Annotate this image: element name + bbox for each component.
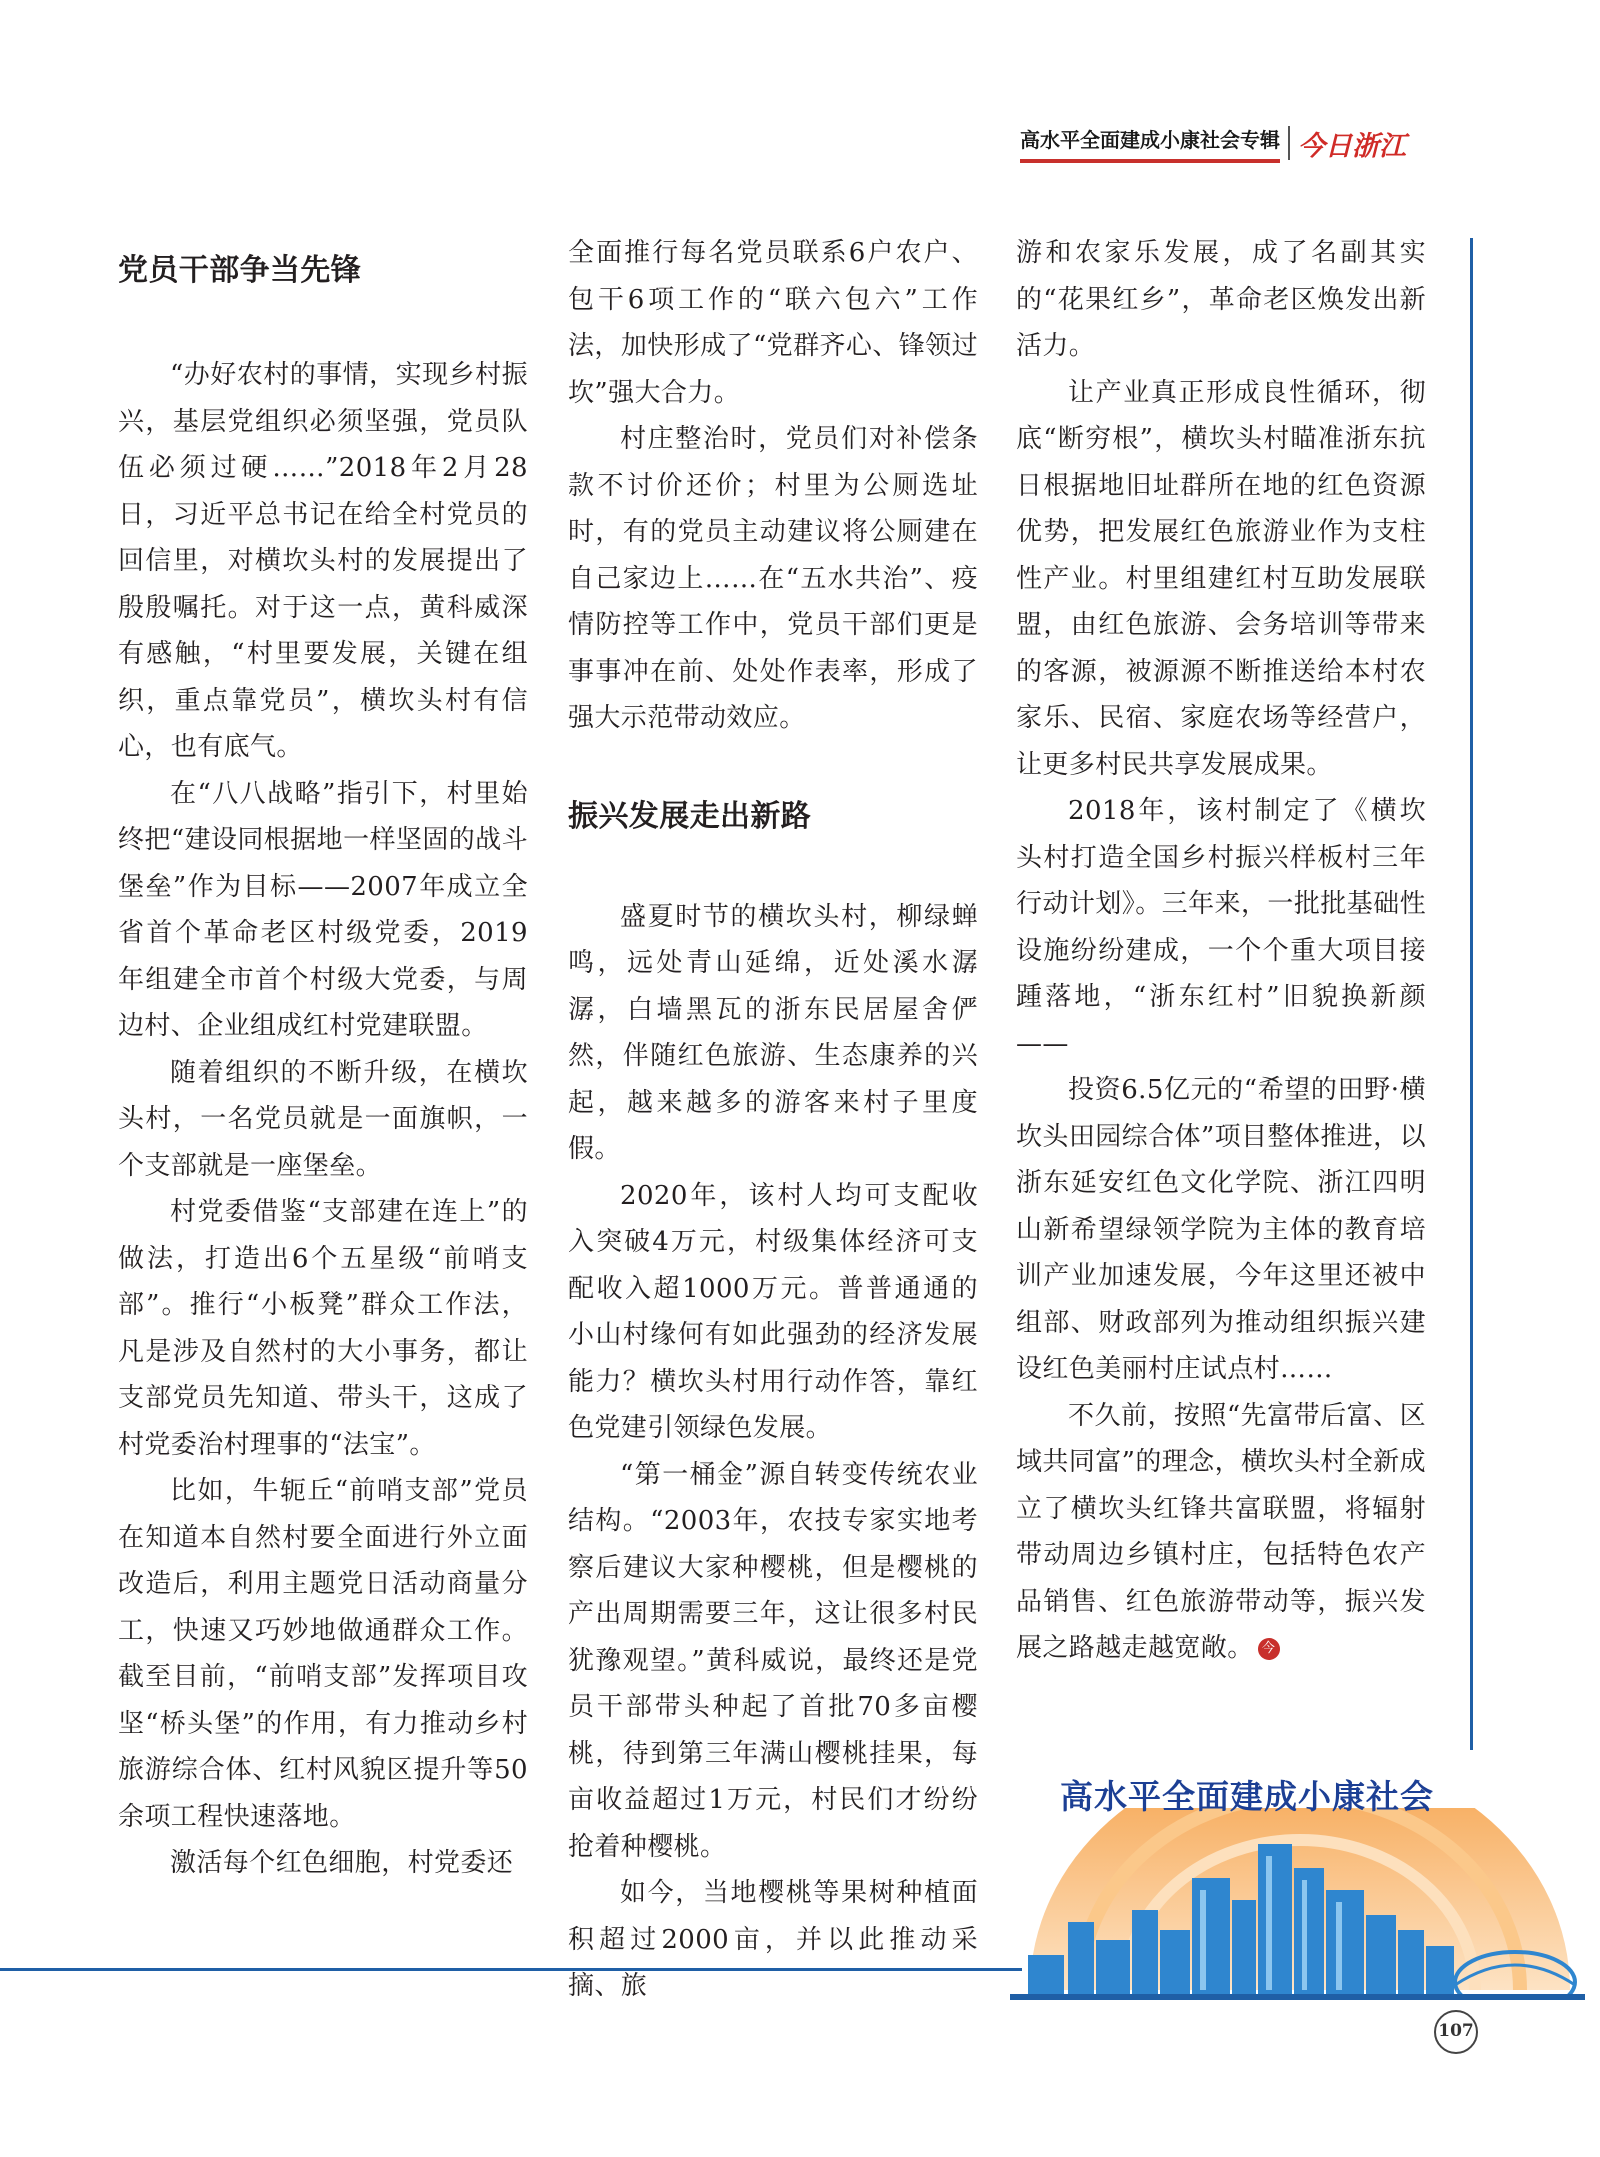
end-mark-icon: 今 [1258,1638,1280,1660]
page-header [1020,118,1440,168]
paragraph: 2018年，该村制定了《横坎头村打造全国乡村振兴样板村三年行动计划》。三年来，一批批基础性设施纷纷建成，一个个重大项目接踵落地，“浙东红村”旧貌换新颜—— [1016,796,1426,1059]
section-heading-2: 振兴发展走出新路 [568,798,812,834]
article-column-3 [1016,230,1426,1672]
paragraph: 如今，当地樱桃等果树种植面积超过2000亩，并以此推动采摘、旅 [568,1878,978,2001]
paragraph: 村党委借鉴“支部建在连上”的做法，打造出6个五星级“前哨支部”。推行“小板凳”群众工作法，凡是涉及自然村的大小事务，都让支部党员先知道、带头干，这成了村党委治村理事的“法宝”。 [118,1197,528,1460]
paragraph: 比如，牛轭丘“前哨支部”党员在知道本自然村要全面进行外立面改造后，利用主题党日活动商量分工，快速又巧妙地做通群众工作。截至目前，“前哨支部”发挥项目攻坚“桥头堡”的作用，有力推动乡村旅游综合体、红村风貌区提升等50余项工程快速落地。 [118,1476,528,1832]
paragraph-continued: 游和农家乐发展，成了名副其实的“花果红乡”，革命老区焕发出新活力。 [1016,238,1426,361]
paragraph: 投资6.5亿元的“希望的田野·横坎头田园综合体”项目整体推进，以浙东延安红色文化学院、浙江四明山新希望绿领学院为主体的教育培训产业加速发展，今年这里还被中组部、财政部列为推动组织振兴建设红色美丽村庄试点村…… [1016,1075,1426,1384]
article-column-1 [118,253,528,1887]
paragraph: 村庄整治时，党员们对补偿条款不讨价还价；村里为公厕选址时，有的党员主动建议将公厕建在自己家边上……在“五水共治”、疫情防控等工作中，党员干部们更是事事冲在前、处处作表率，形成了强大示范带动效应。 [568,424,978,733]
paragraph: 2020年，该村人均可支配收入突破4万元，村级集体经济可支配收入超1000万元。普普通通的小山村缘何有如此强劲的经济发展能力？横坎头村用行动作答，靠红色党建引领绿色发展。 [568,1180,978,1443]
article-column-2 [568,230,978,2010]
page-number: 107 [1434,2010,1478,2054]
paragraph: 激活每个红色细胞，村党委还 [170,1848,514,1878]
bottom-rule-line [0,1968,1022,1971]
section-title: 高水平全面建成小康社会专辑 [1020,124,1280,163]
final-text: 不久前，按照“先富带后富、区域共同富”的理念，横坎头村全新成立了横坎头红锋共富联盟，将辐射带动周边乡镇村庄，包括特色农产品销售、红色旅游带动等，振兴发展之路越走越宽敞。 [1016,1400,1426,1663]
spacer [568,742,978,794]
column-border-line [1470,238,1473,1750]
paragraph-final [1016,1393,1426,1672]
ground-line [1010,1994,1585,2000]
graphic-label: 高水平全面建成小康社会 [1060,1777,1434,1816]
paragraph: “办好农村的事情，实现乡村振兴，基层党组织必须坚强，党员队伍必须过硬……”2018年2月28日，习近平总书记在给全村党员的回信里，对横坎头村的发展提出了殷殷嘱托。对于这一点，黄科威深有感触，“村里要发展，关键在组织，重点靠党员”，横坎头村有信心，也有底气。 [118,360,528,762]
magazine-logo: 今日浙江 [1298,130,1406,162]
paragraph: “第一桶金”源自转变传统农业结构。“2003年，农技专家实地考察后建议大家种樱桃，但是樱桃的产出周期需要三年，这让很多村民犹豫观望。”黄科威说，最终还是党员干部带头种起了首批70多亩樱桃，待到第三年满山樱桃挂果，每亩收益超过1万元，村民们才纷纷抢着种樱桃。 [568,1459,978,1862]
section-heading-1: 党员干部争当先锋 [118,253,362,288]
paragraph: 随着组织的不断升级，在横坎头村，一名党员就是一面旗帜，一个支部就是一座堡垒。 [118,1057,528,1181]
header-divider [1288,126,1290,160]
paragraph: 在“八八战略”指引下，村里始终把“建设同根据地一样坚固的战斗堡垒”作为目标——2007年成立全省首个革命老区村级党委，2019年组建全市首个村级大党委，与周边村、企业组成红村党建联盟。 [118,778,528,1041]
paragraph: 让产业真正形成良性循环，彻底“断穷根”，横坎头村瞄准浙东抗日根据地旧址群所在地的红色资源优势，把发展红色旅游业作为支柱性产业。村里组建红村互助发展联盟，由红色旅游、会务培训等带来的客源，被源源不断推送给本村农家乐、民宿、家庭农场等经营户，让更多村民共享发展成果。 [1016,377,1426,780]
paragraph: 盛夏时节的横坎头村，柳绿蝉鸣，远处青山延绵，近处溪水潺潺，白墙黑瓦的浙东民居屋舍俨然，伴随红色旅游、生态康养的兴起，越来越多的游客来村子里度假。 [568,901,978,1164]
paragraph-continued: 全面推行每名党员联系6户农户、包干6项工作的“联六包六”工作法，加快形成了“党群齐心、锋领过坎”强大合力。 [568,238,978,408]
